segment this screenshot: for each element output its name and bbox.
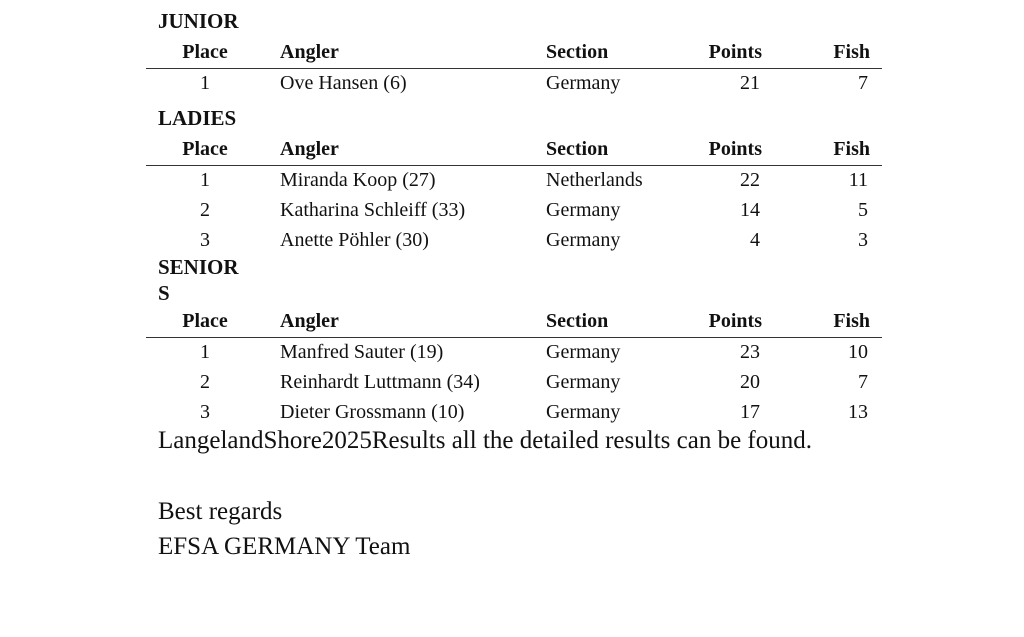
table-row bbox=[146, 69, 882, 99]
cell-points: 21 bbox=[740, 72, 760, 94]
table-header bbox=[146, 38, 882, 69]
cell-angler: Reinhardt Luttmann (34) bbox=[280, 371, 480, 393]
regards-line: Best regards bbox=[158, 498, 283, 525]
cell-place: 2 bbox=[200, 199, 210, 221]
cell-section: Germany bbox=[546, 341, 621, 363]
cell-place: 2 bbox=[200, 371, 210, 393]
table-row bbox=[146, 196, 882, 226]
table-row bbox=[146, 166, 882, 196]
header-angler: Angler bbox=[280, 138, 339, 160]
table-row bbox=[146, 398, 882, 428]
cell-angler: Miranda Koop (27) bbox=[280, 169, 436, 191]
header-fish: Fish bbox=[833, 138, 870, 160]
header-points: Points bbox=[708, 138, 762, 160]
header-angler: Angler bbox=[280, 310, 339, 332]
header-angler: Angler bbox=[280, 41, 339, 63]
category-title-ladies: LADIES bbox=[158, 106, 237, 130]
header-place: Place bbox=[182, 310, 228, 332]
cell-fish: 13 bbox=[848, 401, 868, 423]
cell-section: Germany bbox=[546, 401, 621, 423]
table-header bbox=[146, 307, 882, 338]
cell-fish: 10 bbox=[848, 341, 868, 363]
cell-angler: Ove Hansen (6) bbox=[280, 72, 407, 94]
cell-place: 1 bbox=[200, 169, 210, 191]
header-section: Section bbox=[546, 138, 609, 160]
cell-section: Germany bbox=[546, 371, 621, 393]
cell-section: Germany bbox=[546, 199, 621, 221]
cell-points: 20 bbox=[740, 371, 760, 393]
cell-section: Germany bbox=[546, 229, 621, 251]
table-row bbox=[146, 338, 882, 368]
cell-section: Netherlands bbox=[546, 169, 643, 191]
signature-team: EFSA GERMANY Team bbox=[158, 533, 411, 560]
cell-fish: 7 bbox=[858, 371, 868, 393]
cell-points: 4 bbox=[750, 229, 760, 251]
header-section: Section bbox=[546, 310, 609, 332]
header-place: Place bbox=[182, 138, 228, 160]
cell-place: 3 bbox=[200, 401, 210, 423]
cell-place: 3 bbox=[200, 229, 210, 251]
header-fish: Fish bbox=[833, 310, 870, 332]
category-title-seniors: SENIORS bbox=[158, 255, 239, 305]
header-points: Points bbox=[708, 310, 762, 332]
header-points: Points bbox=[708, 41, 762, 63]
cell-fish: 3 bbox=[858, 229, 868, 251]
cell-points: 23 bbox=[740, 341, 760, 363]
cell-angler: Katharina Schleiff (33) bbox=[280, 199, 466, 221]
table-row bbox=[146, 368, 882, 398]
header-place: Place bbox=[182, 41, 228, 63]
cell-fish: 5 bbox=[858, 199, 868, 221]
cell-angler: Manfred Sauter (19) bbox=[280, 341, 444, 363]
cell-section: Germany bbox=[546, 72, 621, 94]
cell-fish: 11 bbox=[848, 169, 868, 191]
cell-place: 1 bbox=[200, 72, 210, 94]
cell-points: 22 bbox=[740, 169, 760, 191]
cell-points: 14 bbox=[740, 199, 760, 221]
header-section: Section bbox=[546, 41, 609, 63]
results-note: LangelandShore2025Results all the detailed results can be found. bbox=[158, 427, 812, 454]
cell-place: 1 bbox=[200, 341, 210, 363]
cell-points: 17 bbox=[740, 401, 760, 423]
category-title-junior: JUNIOR bbox=[158, 9, 239, 33]
cell-fish: 7 bbox=[858, 72, 868, 94]
cell-angler: Anette Pöhler (30) bbox=[280, 229, 429, 251]
table-header bbox=[146, 135, 882, 166]
header-fish: Fish bbox=[833, 41, 870, 63]
cell-angler: Dieter Grossmann (10) bbox=[280, 401, 465, 423]
table-row bbox=[146, 226, 882, 256]
